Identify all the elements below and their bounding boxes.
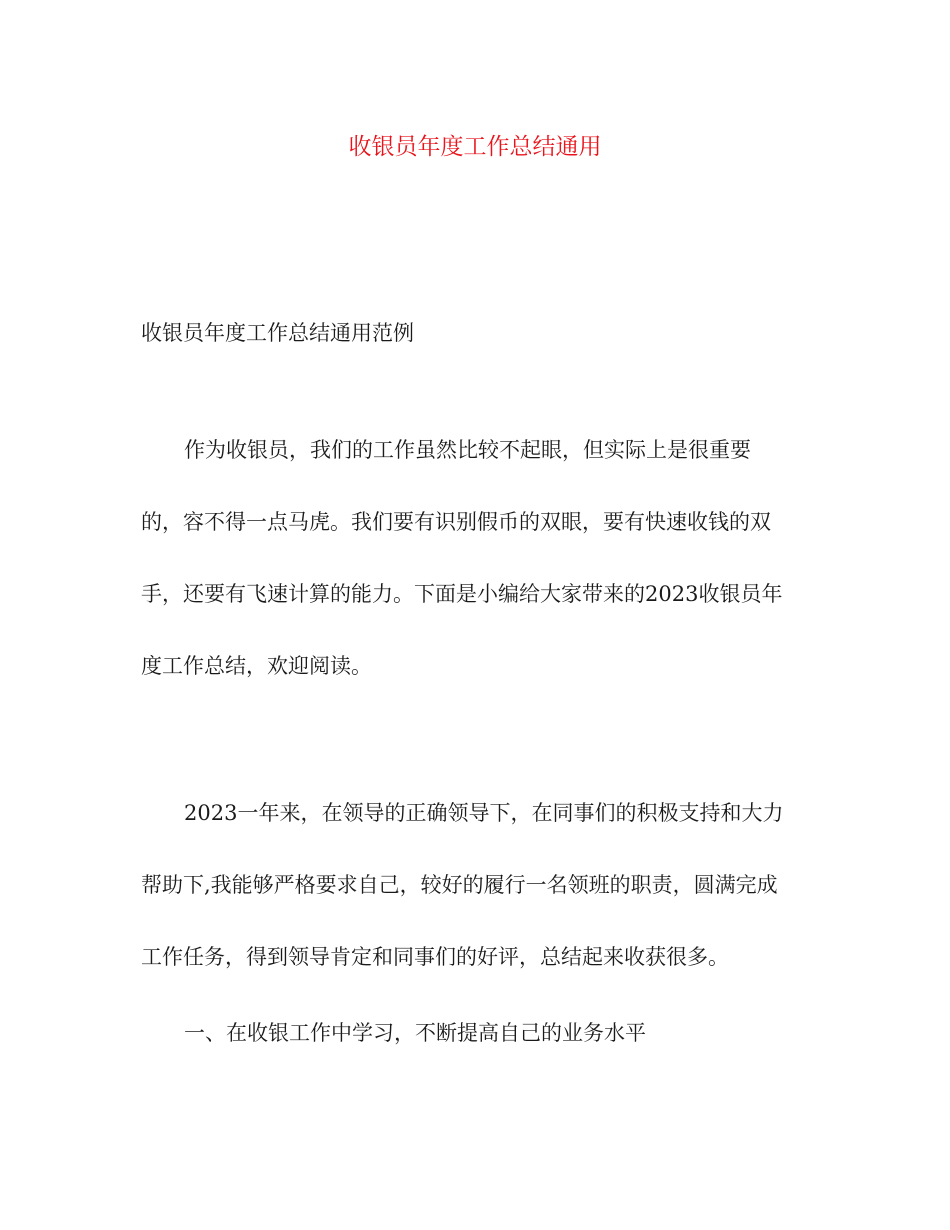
document-title: 收银员年度工作总结通用 bbox=[348, 134, 602, 160]
paragraph-line: 工作任务，得到领导肯定和同事们的好评，总结起来收获很多。 bbox=[141, 945, 729, 969]
document-subtitle: 收银员年度工作总结通用范例 bbox=[141, 321, 414, 345]
paragraph-line: 作为收银员，我们的工作虽然比较不起眼，但实际上是很重要 bbox=[184, 438, 751, 462]
paragraph-line: 帮助下,我能够严格要求自己，较好的履行一名领班的职责，圆满完成 bbox=[141, 873, 778, 897]
paragraph-line: 度工作总结，欢迎阅读。 bbox=[141, 654, 372, 678]
paragraph-intro bbox=[141, 433, 821, 721]
paragraph-line: 2023一年来，在领导的正确领导下，在同事们的积极支持和大力 bbox=[184, 801, 784, 825]
paragraph-summary bbox=[141, 796, 821, 1012]
section-heading: 一、在收银工作中学习，不断提高自己的业务水平 bbox=[184, 1021, 646, 1045]
paragraph-line: 手，还要有飞速计算的能力。下面是小编给大家带来的2023收银员年 bbox=[141, 582, 783, 606]
paragraph-line: 的，容不得一点马虎。我们要有识别假币的双眼，要有快速收钱的双 bbox=[141, 510, 771, 534]
